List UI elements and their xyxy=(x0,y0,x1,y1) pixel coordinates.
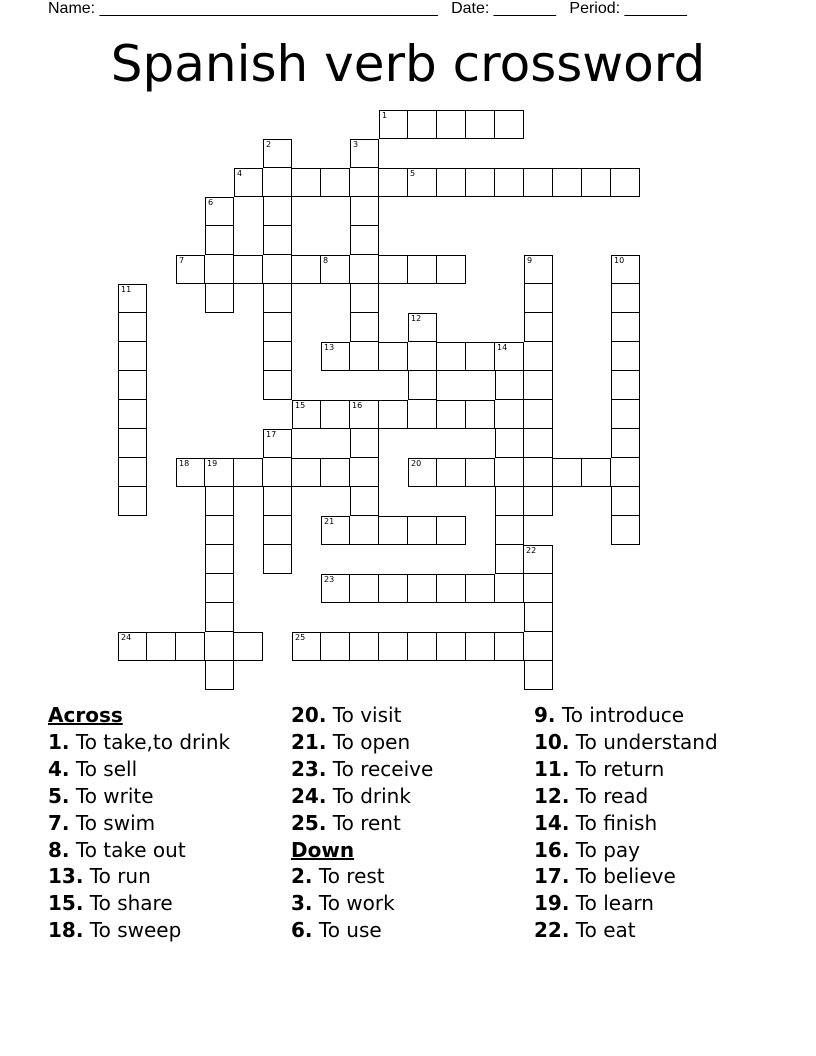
clue-text: To receive xyxy=(332,756,434,781)
crossword-cell[interactable] xyxy=(466,632,495,661)
cell-number: 5 xyxy=(410,169,416,178)
clue-text: To rent xyxy=(332,810,401,835)
crossword-cell[interactable] xyxy=(495,574,524,603)
crossword-cell[interactable] xyxy=(466,458,495,487)
cell-number: 13 xyxy=(324,343,335,352)
crossword-cell[interactable] xyxy=(118,458,147,487)
crossword-cell[interactable] xyxy=(466,574,495,603)
crossword-cell[interactable] xyxy=(524,168,553,197)
crossword-cell[interactable] xyxy=(176,458,205,487)
crossword-cell[interactable] xyxy=(263,313,292,342)
clue-across-25 xyxy=(291,810,433,837)
crossword-cell[interactable] xyxy=(466,168,495,197)
crossword-cell[interactable] xyxy=(292,400,321,429)
crossword-cell[interactable] xyxy=(611,168,640,197)
clue-text: To understand xyxy=(575,729,718,754)
clue-number: 8. xyxy=(48,837,70,862)
clue-across-1 xyxy=(48,729,230,756)
clue-text: To believe xyxy=(575,864,676,889)
date-label: Date: xyxy=(451,0,490,17)
crossword-cell[interactable] xyxy=(495,342,524,371)
crossword-cell[interactable] xyxy=(263,168,292,197)
crossword-cell[interactable] xyxy=(611,429,640,458)
crossword-cell[interactable] xyxy=(379,516,408,545)
cell-number: 8 xyxy=(323,256,329,265)
cell-number: 10 xyxy=(614,256,625,265)
crossword-cell[interactable] xyxy=(350,632,379,661)
clue-text: To sweep xyxy=(89,918,182,943)
cell-number: 15 xyxy=(295,401,306,410)
crossword-cell[interactable] xyxy=(553,458,582,487)
crossword-cell[interactable] xyxy=(524,313,553,342)
crossword-cell[interactable] xyxy=(611,284,640,313)
crossword-cell[interactable] xyxy=(350,574,379,603)
clue-down-12 xyxy=(534,783,718,810)
crossword-cell[interactable] xyxy=(437,458,466,487)
crossword-cell[interactable] xyxy=(350,255,379,284)
clue-number: 10. xyxy=(534,729,570,754)
clue-number: 16. xyxy=(534,837,570,862)
crossword-cell[interactable] xyxy=(553,168,582,197)
crossword-cell[interactable] xyxy=(495,110,524,139)
crossword-cell[interactable] xyxy=(408,371,437,400)
clue-number: 11. xyxy=(534,756,570,781)
clue-text: To read xyxy=(575,783,649,808)
crossword-cell[interactable] xyxy=(524,284,553,313)
crossword-cell[interactable] xyxy=(408,168,437,197)
crossword-cell[interactable] xyxy=(263,371,292,400)
crossword-cell[interactable] xyxy=(321,516,350,545)
clues-column-1 xyxy=(48,702,230,944)
clue-number: 13. xyxy=(48,864,84,889)
crossword-cell[interactable] xyxy=(582,168,611,197)
crossword-cell[interactable] xyxy=(495,458,524,487)
clue-text: To pay xyxy=(575,837,640,862)
clue-number: 21. xyxy=(291,729,327,754)
clue-down-22 xyxy=(534,917,718,944)
crossword-cell[interactable] xyxy=(205,197,234,226)
crossword-cell[interactable] xyxy=(495,400,524,429)
clue-number: 15. xyxy=(48,891,84,916)
clue-number: 17. xyxy=(534,864,570,889)
cell-number: 7 xyxy=(179,256,185,265)
crossword-cell[interactable] xyxy=(321,632,350,661)
clue-across-20 xyxy=(291,702,433,729)
crossword-cell[interactable] xyxy=(611,487,640,516)
crossword-cell[interactable] xyxy=(466,400,495,429)
clue-down-2 xyxy=(291,863,433,890)
clue-down-3 xyxy=(291,890,433,917)
clue-across-13 xyxy=(48,863,230,890)
crossword-cell[interactable] xyxy=(263,139,292,168)
cell-number: 23 xyxy=(324,575,335,584)
crossword-cell[interactable] xyxy=(408,516,437,545)
clue-number: 14. xyxy=(534,810,570,835)
clue-down-11 xyxy=(534,756,718,783)
crossword-cell[interactable] xyxy=(495,371,524,400)
crossword-cell[interactable] xyxy=(495,632,524,661)
crossword-cell[interactable] xyxy=(408,632,437,661)
crossword-cell[interactable] xyxy=(321,342,350,371)
crossword-cell[interactable] xyxy=(408,342,437,371)
crossword-cell[interactable] xyxy=(524,371,553,400)
crossword-cell[interactable] xyxy=(611,400,640,429)
crossword-cell[interactable] xyxy=(321,574,350,603)
clues-column-3 xyxy=(534,702,718,944)
clue-number: 22. xyxy=(534,918,570,943)
crossword-cell[interactable] xyxy=(524,632,553,661)
crossword-cell[interactable] xyxy=(292,458,321,487)
crossword-cell[interactable] xyxy=(205,226,234,255)
clue-down-10 xyxy=(534,729,718,756)
clue-down-6 xyxy=(291,917,433,944)
crossword-cell[interactable] xyxy=(118,632,147,661)
period-label: Period: xyxy=(569,0,621,17)
crossword-cell[interactable] xyxy=(379,168,408,197)
crossword-cell[interactable] xyxy=(379,400,408,429)
crossword-cell[interactable] xyxy=(118,429,147,458)
crossword-cell[interactable] xyxy=(495,168,524,197)
crossword-cell[interactable] xyxy=(611,255,640,284)
crossword-cell[interactable] xyxy=(611,516,640,545)
clue-text: To rest xyxy=(318,864,385,889)
crossword-cell[interactable] xyxy=(408,313,437,342)
crossword-cell[interactable] xyxy=(205,632,234,661)
crossword-cell[interactable] xyxy=(205,255,234,284)
crossword-cell[interactable] xyxy=(118,342,147,371)
clue-number: 7. xyxy=(48,810,70,835)
clue-number: 24. xyxy=(291,783,327,808)
crossword-cell[interactable] xyxy=(524,255,553,284)
crossword-cell[interactable] xyxy=(263,516,292,545)
clue-number: 18. xyxy=(48,918,84,943)
clue-across-23 xyxy=(291,756,433,783)
page-title: Spanish verb crossword xyxy=(110,35,706,93)
cell-number: 1 xyxy=(382,111,388,120)
clue-down-14 xyxy=(534,810,718,837)
crossword-cell[interactable] xyxy=(524,545,553,574)
clue-across-18 xyxy=(48,917,230,944)
clue-text: To write xyxy=(75,783,154,808)
crossword-cell[interactable] xyxy=(350,226,379,255)
clue-text: To swim xyxy=(75,810,156,835)
clue-text: To use xyxy=(318,918,382,943)
clue-text: To drink xyxy=(332,783,411,808)
crossword-cell[interactable] xyxy=(350,400,379,429)
crossword-cell[interactable] xyxy=(408,574,437,603)
crossword-cell[interactable] xyxy=(437,632,466,661)
clue-across-5 xyxy=(48,783,230,810)
crossword-cell[interactable] xyxy=(263,342,292,371)
name-blank[interactable]: ______________________________________ xyxy=(99,0,438,17)
crossword-cell[interactable] xyxy=(118,371,147,400)
crossword-cell[interactable] xyxy=(379,342,408,371)
crossword-cell[interactable] xyxy=(524,603,553,632)
cell-number: 17 xyxy=(266,430,277,439)
date-blank[interactable]: _______ xyxy=(493,0,557,17)
clue-text: To take,to drink xyxy=(75,729,231,754)
crossword-cell[interactable] xyxy=(205,458,234,487)
crossword-cell[interactable] xyxy=(350,313,379,342)
crossword-cell[interactable] xyxy=(234,168,263,197)
clue-text: To open xyxy=(332,729,411,754)
clue-text: To take out xyxy=(75,837,186,862)
clue-text: To sell xyxy=(75,756,138,781)
crossword-cell[interactable] xyxy=(350,487,379,516)
crossword-cell[interactable] xyxy=(437,342,466,371)
crossword-cell[interactable] xyxy=(292,255,321,284)
crossword-cell[interactable] xyxy=(495,545,524,574)
crossword-cell[interactable] xyxy=(408,110,437,139)
down-heading: Down xyxy=(291,837,355,862)
cell-number: 14 xyxy=(497,343,508,352)
period-blank[interactable]: _______ xyxy=(624,0,687,17)
crossword-cell[interactable] xyxy=(234,458,263,487)
clue-number: 25. xyxy=(291,810,327,835)
crossword-cell[interactable] xyxy=(205,545,234,574)
clues-column-2 xyxy=(291,702,433,944)
crossword-cell[interactable] xyxy=(176,632,205,661)
clue-text: To introduce xyxy=(561,703,685,727)
clue-text: To eat xyxy=(575,918,636,943)
crossword-cell[interactable] xyxy=(118,400,147,429)
crossword-cell[interactable] xyxy=(321,400,350,429)
crossword-cell[interactable] xyxy=(437,168,466,197)
crossword-cell[interactable] xyxy=(495,487,524,516)
clue-number: 20. xyxy=(291,703,327,727)
clue-across-24 xyxy=(291,783,433,810)
crossword-cell[interactable] xyxy=(263,487,292,516)
crossword-cell[interactable] xyxy=(495,429,524,458)
crossword-cell[interactable] xyxy=(437,110,466,139)
crossword-cell[interactable] xyxy=(495,516,524,545)
crossword-cell[interactable] xyxy=(118,313,147,342)
crossword-cell[interactable] xyxy=(437,255,466,284)
crossword-cell[interactable] xyxy=(408,458,437,487)
clue-text: To share xyxy=(89,891,173,916)
cell-number: 6 xyxy=(208,198,214,207)
clue-across-7 xyxy=(48,810,230,837)
crossword-cell[interactable] xyxy=(408,400,437,429)
crossword-cell[interactable] xyxy=(205,516,234,545)
crossword-cell[interactable] xyxy=(524,661,553,690)
crossword-cell[interactable] xyxy=(408,255,437,284)
crossword-cell[interactable] xyxy=(524,487,553,516)
clue-across-21 xyxy=(291,729,433,756)
clue-across-4 xyxy=(48,756,230,783)
crossword-cell[interactable] xyxy=(263,226,292,255)
cell-number: 18 xyxy=(179,459,190,468)
clue-across-15 xyxy=(48,890,230,917)
crossword-cell[interactable] xyxy=(234,632,263,661)
crossword-cell[interactable] xyxy=(524,400,553,429)
clue-text: To return xyxy=(575,756,665,781)
clue-down-19 xyxy=(534,890,718,917)
crossword-cell[interactable] xyxy=(611,458,640,487)
crossword-cell[interactable] xyxy=(350,342,379,371)
crossword-cell[interactable] xyxy=(611,371,640,400)
clue-number: 12. xyxy=(534,783,570,808)
cell-number: 20 xyxy=(411,459,422,468)
cell-number: 9 xyxy=(527,256,533,265)
cell-number: 24 xyxy=(121,633,132,642)
crossword-cell[interactable] xyxy=(379,255,408,284)
cell-number: 19 xyxy=(207,459,218,468)
crossword-cell[interactable] xyxy=(437,400,466,429)
crossword-cell[interactable] xyxy=(437,516,466,545)
crossword-cell[interactable] xyxy=(582,458,611,487)
crossword-cell[interactable] xyxy=(263,197,292,226)
clue-text: To run xyxy=(89,864,151,889)
crossword-cell[interactable] xyxy=(118,284,147,313)
crossword-cell[interactable] xyxy=(176,255,205,284)
crossword-cell[interactable] xyxy=(437,574,466,603)
clue-text: To visit xyxy=(332,703,402,727)
crossword-cell[interactable] xyxy=(466,110,495,139)
crossword-cell[interactable] xyxy=(611,313,640,342)
clue-down-16 xyxy=(534,837,718,864)
crossword-cell[interactable] xyxy=(321,168,350,197)
crossword-cell[interactable] xyxy=(350,139,379,168)
clue-down-9 xyxy=(534,702,718,729)
crossword-cell[interactable] xyxy=(466,342,495,371)
clue-number: 19. xyxy=(534,891,570,916)
crossword-cell[interactable] xyxy=(263,545,292,574)
crossword-cell[interactable] xyxy=(379,110,408,139)
crossword-cell[interactable] xyxy=(263,284,292,313)
cell-number: 12 xyxy=(411,314,422,323)
clue-text: To work xyxy=(318,891,395,916)
cell-number: 16 xyxy=(352,401,363,410)
clue-across-8 xyxy=(48,837,230,864)
crossword-cell[interactable] xyxy=(234,255,263,284)
clue-number: 2. xyxy=(291,864,313,889)
clue-text: To learn xyxy=(575,891,654,916)
cell-number: 4 xyxy=(237,169,243,178)
crossword-cell[interactable] xyxy=(205,284,234,313)
clue-down-17 xyxy=(534,863,718,890)
clue-number: 9. xyxy=(534,703,556,727)
crossword-cell[interactable] xyxy=(292,168,321,197)
crossword-cell[interactable] xyxy=(147,632,176,661)
crossword-cell[interactable] xyxy=(524,574,553,603)
crossword-cell[interactable] xyxy=(205,661,234,690)
cell-number: 2 xyxy=(266,140,272,149)
cell-number: 11 xyxy=(121,285,132,294)
cell-number: 22 xyxy=(526,546,537,555)
crossword-cell[interactable] xyxy=(611,342,640,371)
crossword-cell[interactable] xyxy=(379,574,408,603)
across-heading: Across xyxy=(48,703,123,727)
crossword-cell[interactable] xyxy=(118,487,147,516)
crossword-cell[interactable] xyxy=(263,458,292,487)
crossword-cell[interactable] xyxy=(350,429,379,458)
clue-text: To finish xyxy=(575,810,658,835)
clue-number: 3. xyxy=(291,891,313,916)
cell-number: 3 xyxy=(353,140,359,149)
crossword-cell[interactable] xyxy=(321,458,350,487)
crossword-cell[interactable] xyxy=(524,342,553,371)
cell-number: 25 xyxy=(295,633,306,642)
crossword-cell[interactable] xyxy=(350,458,379,487)
cell-number: 21 xyxy=(324,517,335,526)
clue-number: 4. xyxy=(48,756,70,781)
crossword-cell[interactable] xyxy=(350,284,379,313)
crossword-cell[interactable] xyxy=(205,487,234,516)
clue-number: 1. xyxy=(48,729,70,754)
crossword-cell[interactable] xyxy=(350,516,379,545)
crossword-cell[interactable] xyxy=(205,574,234,603)
crossword-cell[interactable] xyxy=(292,632,321,661)
crossword-cell[interactable] xyxy=(321,255,350,284)
crossword-cell[interactable] xyxy=(350,197,379,226)
crossword-cell[interactable] xyxy=(205,603,234,632)
crossword-cell[interactable] xyxy=(350,168,379,197)
crossword-cell[interactable] xyxy=(263,429,292,458)
clue-number: 6. xyxy=(291,918,313,943)
clue-number: 23. xyxy=(291,756,327,781)
crossword-cell[interactable] xyxy=(263,255,292,284)
crossword-cell[interactable] xyxy=(524,429,553,458)
name-label: Name: xyxy=(48,0,96,17)
crossword-cell[interactable] xyxy=(524,458,553,487)
clue-number: 5. xyxy=(48,783,70,808)
crossword-cell[interactable] xyxy=(379,632,408,661)
